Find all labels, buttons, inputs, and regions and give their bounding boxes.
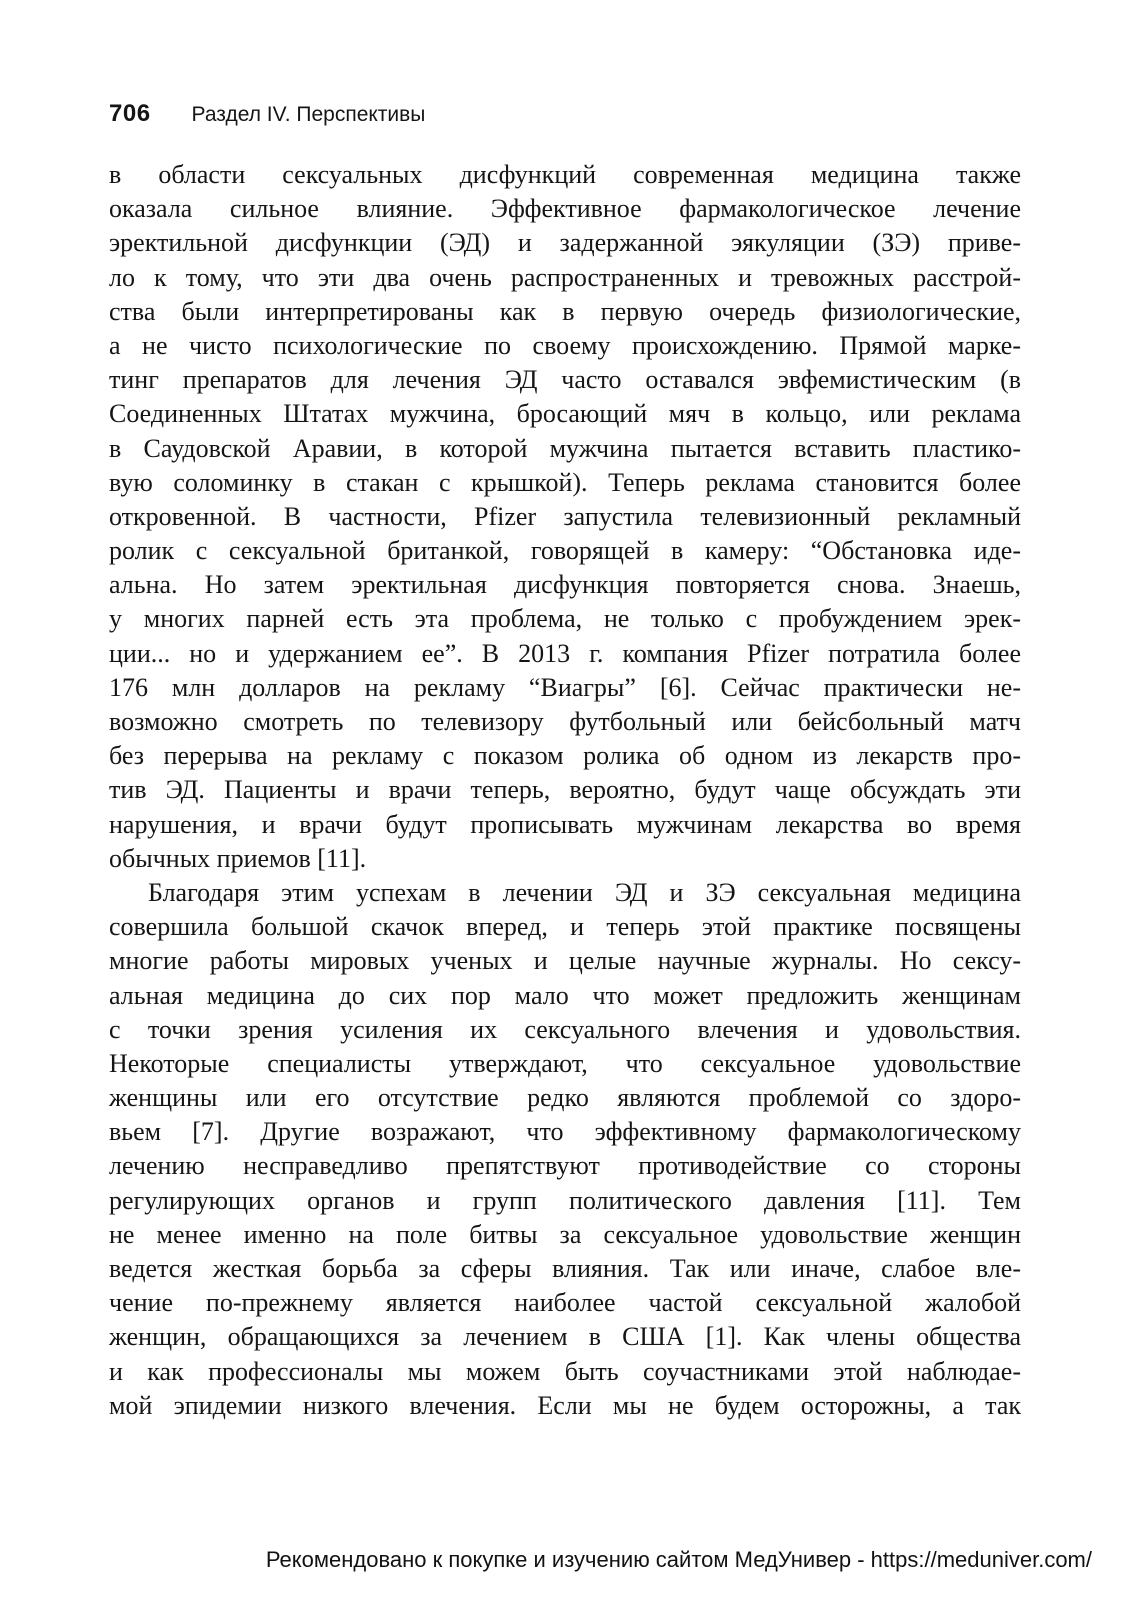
text-line: альная медицина до сих пор мало что может предложить женщинам xyxy=(109,980,1021,1010)
text-line: ло к тому, что эти два очень распространенных и тревожных расстрой- xyxy=(109,262,1021,292)
text-line: мой эпидемии низкого влечения. Если мы не будем осторожны, а так xyxy=(109,1390,1021,1420)
text-line: Благодаря этим успехам в лечении ЭД и ЗЭ сексуальная медицина xyxy=(148,877,1021,907)
running-header xyxy=(109,100,425,136)
text-line: а не чисто психологические по своему происхождению. Прямой марке- xyxy=(109,330,1021,360)
text-line: женщин, обращающихся за лечением в США [1]. Как члены общества xyxy=(109,1322,1021,1352)
text-line: без перерыва на рекламу с показом ролика об одном из лекарств про- xyxy=(109,741,1021,771)
text-line: Соединенных Штатах мужчина, бросающий мяч в кольцо, или реклама xyxy=(109,399,1021,429)
text-line: совершила большой скачок вперед, и теперь этой практике посвящены xyxy=(109,912,1021,942)
text-line: не менее именно на поле битвы за сексуальное удовольствие женщин xyxy=(109,1219,1021,1249)
text-line: в области сексуальных дисфункций современная медицина также xyxy=(109,160,1021,189)
footer-watermark: Рекомендовано к покупке и изучению сайтом МедУнивер - https://meduniver.com/ xyxy=(265,1547,1092,1572)
text-line: возможно смотреть по телевизору футбольный или бейсбольный матч xyxy=(109,707,1021,736)
text-line: женщины или его отсутствие редко являются проблемой со здоро- xyxy=(109,1083,1021,1113)
text-line: альна. Но затем эректильная дисфункция повторяется снова. Знаешь, xyxy=(109,570,1021,600)
text-line: ства были интерпретированы как в первую очередь физиологические, xyxy=(109,296,1021,326)
paragraph xyxy=(109,158,1021,876)
text-line: оказала сильное влияние. Эффективное фармакологическое лечение xyxy=(109,194,1021,224)
text-line: эректильной дисфункции (ЭД) и задержанной эякуляции (ЗЭ) приве- xyxy=(109,228,1021,258)
text-line: вую соломинку в стакан с крышкой). Теперь реклама становится более xyxy=(109,467,1021,497)
section-title: Раздел IV. Перспективы xyxy=(191,103,426,126)
text-line: лечению несправедливо препятствуют противодействие со стороны xyxy=(109,1151,1021,1181)
text-line: и как профессионалы мы можем быть соучастниками этой наблюдае- xyxy=(109,1356,1021,1386)
text-line: у многих парней есть эта проблема, не только с пробуждением эрек- xyxy=(109,604,1021,634)
text-line: регулирующих органов и групп политического давления [11]. Тем xyxy=(109,1185,1021,1215)
text-line: нарушения, и врачи будут прописывать мужчинам лекарства во время xyxy=(109,809,1021,839)
text-line: многие работы мировых ученых и целые научные журналы. Но сексу- xyxy=(109,946,1021,976)
text-line: ции... но и удержанием ее”. В 2013 г. компания Pfizer потратила более xyxy=(109,638,1021,668)
text-line: тив ЭД. Пациенты и врачи теперь, вероятно, будут чаще обсуждать эти xyxy=(109,775,1021,805)
text-line: тинг препаратов для лечения ЭД часто оставался эвфемистическим (в xyxy=(109,365,1021,395)
page-number: 706 xyxy=(109,100,151,127)
text-line: Некоторые специалисты утверждают, что сексуальное удовольствие xyxy=(109,1048,1021,1078)
text-line: откровенной. В частности, Pfizer запустила телевизионный рекламный xyxy=(109,501,1021,531)
text-line: чение по-прежнему является наиболее частой сексуальной жалобой xyxy=(109,1288,1021,1318)
text-line: обычных приемов [11]. xyxy=(109,843,367,873)
text-line: ведется жесткая борьба за сферы влияния. Так или иначе, слабое вле- xyxy=(109,1254,1021,1283)
paragraph xyxy=(109,876,1021,1423)
text-line: 176 млн долларов на рекламу “Виагры” [6]. Сейчас практически не- xyxy=(109,672,1021,702)
text-line: с точки зрения усиления их сексуального влечения и удовольствия. xyxy=(109,1014,1021,1044)
text-line: вьем [7]. Другие возражают, что эффективному фармакологическому xyxy=(109,1117,1021,1147)
text-line: в Саудовской Аравии, в которой мужчина пытается вставить пластико- xyxy=(109,433,1021,463)
text-line: ролик с сексуальной британкой, говорящей в камеру: “Обстановка иде- xyxy=(109,536,1021,566)
body-text xyxy=(109,158,1021,1423)
